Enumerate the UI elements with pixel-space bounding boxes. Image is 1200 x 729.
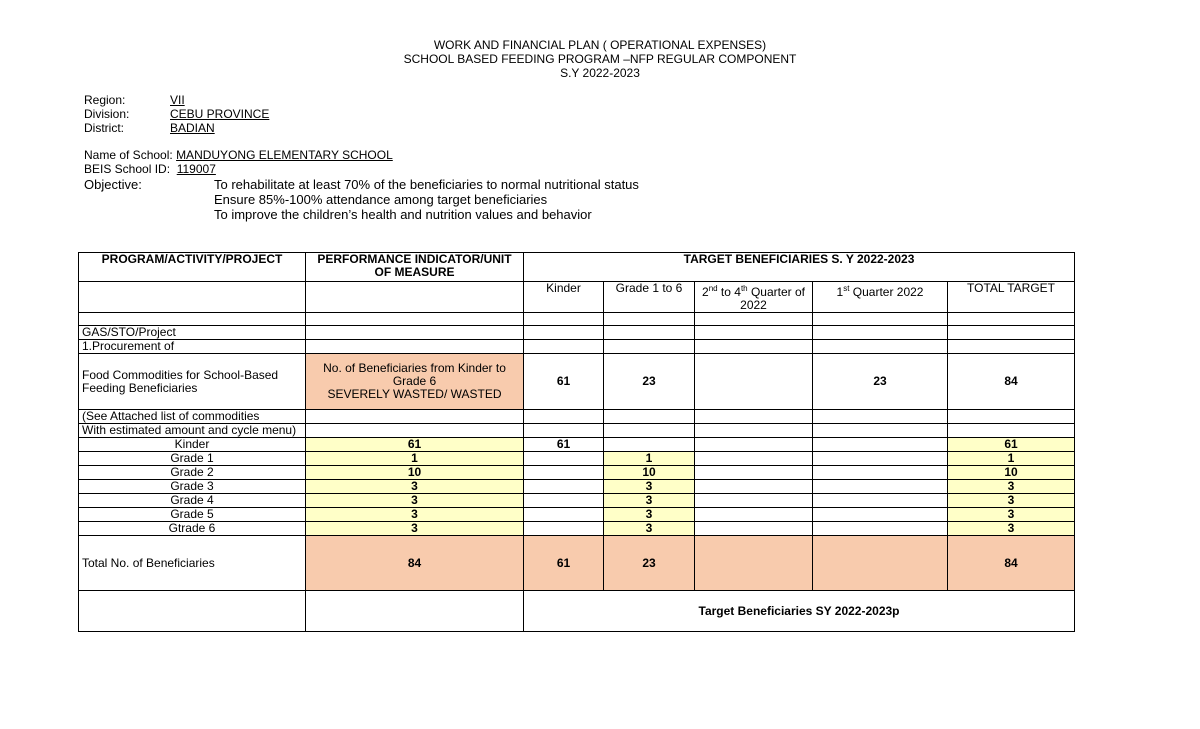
grade-grade: 3 — [604, 508, 695, 522]
food-q1: 23 — [813, 354, 948, 410]
food-total: 84 — [948, 354, 1075, 410]
objective-2: Ensure 85%-100% attendance among target beneficiaries — [214, 192, 548, 207]
footer-blank-2 — [306, 591, 524, 632]
food-row — [79, 354, 1075, 410]
grade-kinder — [524, 480, 604, 494]
division-value: CEBU PROVINCE — [170, 107, 270, 121]
grade-total: 3 — [948, 494, 1075, 508]
total-kinder: 61 — [524, 536, 604, 591]
subheader-kinder: Kinder — [524, 282, 604, 313]
grade-label: Grade 5 — [79, 508, 306, 522]
objective-label: Objective: — [84, 177, 142, 192]
division-label: Division: — [84, 107, 130, 121]
beis-label: BEIS School ID: — [84, 162, 171, 176]
grade-total: 10 — [948, 466, 1075, 480]
school-name-row — [84, 148, 393, 162]
district-label: District: — [84, 121, 124, 135]
food-grade: 23 — [604, 354, 695, 410]
grade-label: Grade 4 — [79, 494, 306, 508]
grade-total: 3 — [948, 522, 1075, 536]
subheader-q2-q4: 2nd to 4th Quarter of 2022 — [695, 282, 813, 313]
food-label: Food Commodities for School-Based Feeding Beneficiaries — [79, 354, 306, 410]
grade-total: 61 — [948, 438, 1075, 452]
grade-grade — [604, 438, 695, 452]
total-total: 84 — [948, 536, 1075, 591]
grade-total: 3 — [948, 508, 1075, 522]
doc-title-line2: SCHOOL BASED FEEDING PROGRAM –NFP REGULAR COMPONENT — [403, 52, 797, 66]
grade-value: 61 — [306, 438, 524, 452]
work-plan-table — [78, 252, 1075, 632]
beis-row — [84, 162, 216, 176]
total-value: 84 — [306, 536, 524, 591]
table-row — [79, 494, 1075, 508]
total-row — [79, 536, 1075, 591]
grade-label: Grade 2 — [79, 466, 306, 480]
grade-kinder: 61 — [524, 438, 604, 452]
grade-kinder — [524, 452, 604, 466]
subheader-q1: 1st Quarter 2022 — [813, 282, 948, 313]
grade-label: Kinder — [79, 438, 306, 452]
attached-row-1 — [79, 410, 1075, 424]
header-row — [79, 253, 1075, 282]
grade-total: 3 — [948, 480, 1075, 494]
grade-value: 1 — [306, 452, 524, 466]
indicator-cell — [306, 354, 524, 410]
doc-title-line1: WORK AND FINANCIAL PLAN ( OPERATIONAL EXPENSES) — [433, 38, 767, 52]
grade-kinder — [524, 522, 604, 536]
objective-1: To rehabilitate at least 70% of the beneficiaries to normal nutritional status — [214, 177, 639, 192]
table-row — [79, 438, 1075, 452]
footer-blank-1 — [79, 591, 306, 632]
attached-label-2: With estimated amount and cycle menu) — [79, 424, 306, 438]
indicator-line1: No. of Beneficiaries from Kinder to Grade 6 — [323, 361, 506, 388]
grade-value: 3 — [306, 480, 524, 494]
table-row — [79, 466, 1075, 480]
grade-grade: 10 — [604, 466, 695, 480]
total-grade: 23 — [604, 536, 695, 591]
attached-label-1: (See Attached list of commodities — [79, 410, 306, 424]
gas-label: GAS/STO/Project — [79, 326, 306, 340]
table-row — [79, 480, 1075, 494]
subheader-total: TOTAL TARGET — [948, 282, 1075, 313]
gas-row — [79, 326, 1075, 340]
objective-3: To improve the children’s health and nutrition values and behavior — [214, 207, 592, 222]
indicator-line2: SEVERELY WASTED/ WASTED — [327, 387, 502, 401]
subheader-blank-2 — [306, 282, 524, 313]
grade-grade: 3 — [604, 522, 695, 536]
doc-title-line3: S.Y 2022-2023 — [560, 66, 640, 80]
grade-label: Grade 3 — [79, 480, 306, 494]
grade-label: Gtrade 6 — [79, 522, 306, 536]
beis-value: 119007 — [176, 162, 216, 176]
grade-value: 3 — [306, 494, 524, 508]
region-value: VII — [170, 93, 185, 107]
grade-kinder — [524, 466, 604, 480]
grade-value: 10 — [306, 466, 524, 480]
grade-label: Grade 1 — [79, 452, 306, 466]
procurement-row — [79, 340, 1075, 354]
district-value: BADIAN — [170, 121, 215, 135]
food-kinder: 61 — [524, 354, 604, 410]
spacer-row — [79, 313, 1075, 326]
grade-grade: 3 — [604, 494, 695, 508]
footer-row — [79, 591, 1075, 632]
food-q2-q4 — [695, 354, 813, 410]
subheader-row — [79, 282, 1075, 313]
grade-total: 1 — [948, 452, 1075, 466]
total-q1 — [813, 536, 948, 591]
header-target: TARGET BENEFICIARIES S. Y 2022-2023 — [524, 253, 1075, 282]
grade-kinder — [524, 494, 604, 508]
total-label: Total No. of Beneficiaries — [79, 536, 306, 591]
subheader-blank-1 — [79, 282, 306, 313]
grade-value: 3 — [306, 508, 524, 522]
grade-kinder — [524, 508, 604, 522]
attached-row-2 — [79, 424, 1075, 438]
school-label: Name of School: — [84, 148, 173, 162]
grade-value: 3 — [306, 522, 524, 536]
table-row — [79, 508, 1075, 522]
school-value: MANDUYONG ELEMENTARY SCHOOL — [176, 148, 393, 162]
grade-grade: 3 — [604, 480, 695, 494]
subheader-grade: Grade 1 to 6 — [604, 282, 695, 313]
header-program: PROGRAM/ACTIVITY/PROJECT — [79, 253, 306, 282]
table-row — [79, 522, 1075, 536]
header-indicator: PERFORMANCE INDICATOR/UNIT OF MEASURE — [306, 253, 524, 282]
total-q2-q4 — [695, 536, 813, 591]
grade-grade: 1 — [604, 452, 695, 466]
table-row — [79, 452, 1075, 466]
procurement-label: 1.Procurement of — [79, 340, 306, 354]
footer-target: Target Beneficiaries SY 2022-2023p — [524, 591, 1075, 632]
region-label: Region: — [84, 93, 126, 107]
